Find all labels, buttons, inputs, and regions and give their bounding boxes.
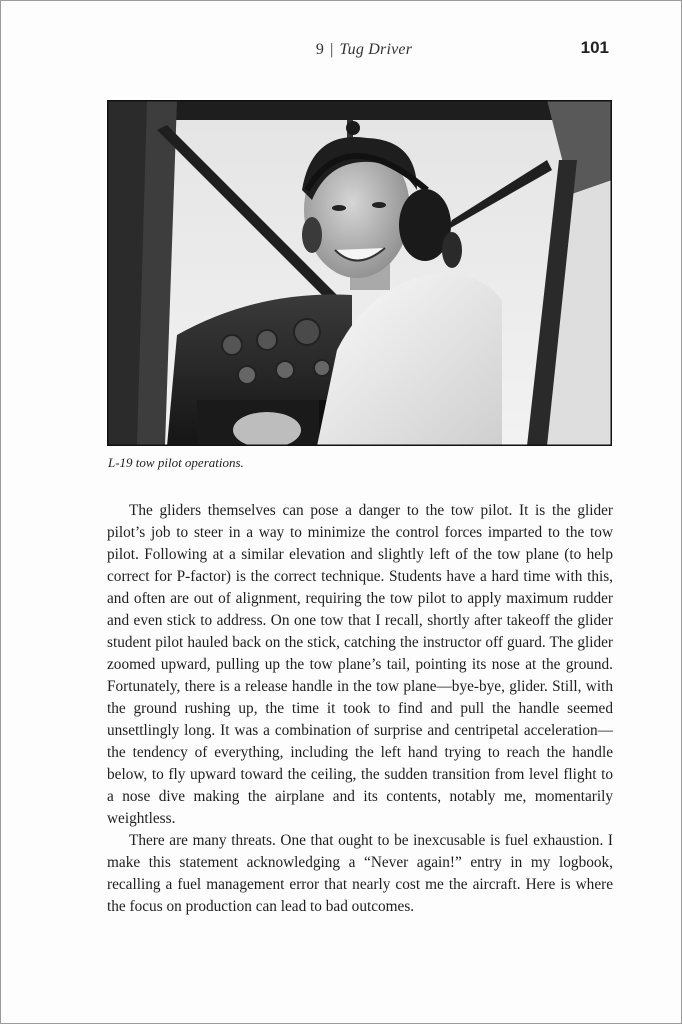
photo-of-pilot-in-cockpit-icon	[107, 100, 612, 446]
cockpit-photo	[107, 100, 612, 446]
page-number: 101	[580, 38, 609, 57]
running-head	[1, 38, 681, 65]
paragraph: The gliders themselves can pose a danger to the tow pilot. It is the glider pilot’s job to steer in a way to minimize the control forces imparted to the tow pilot. Following at a similar elevation and slightly left of the tow plane (to help correct for P-factor) is the correct technique. Students have a hard time with this, and often are out of alignment, requiring the tow pilot to apply maximum rudder and even stick to address. On one tow that I recall, shortly after takeoff the glider student pilot hauled back on the stick, catching the instructor off guard. The glider zoomed upward, pulling up the tow plane’s tail, pointing its nose at the ground. Fortunately, there is a release handle in the tow plane—bye-bye, glider. Still, with the ground rushing up, the time it took to find and pull the handle seemed unsettlingly long. It was a combination of surprise and centripetal acceleration—the tendency of everything, including the left hand trying to reach the handle below, to fly upward toward the ceiling, the sudden transition from level flight to a nose dive making the airplane and its contents, notably me, momentarily weightless.	[107, 502, 613, 827]
body-text	[107, 500, 613, 918]
chapter-number: 9	[315, 41, 325, 58]
paragraph: There are many threats. One that ought to be inexcusable is fuel exhaustion. I make this statement acknowledging a “Never again!” entry in my logbook, recalling a fuel management error that nearly cost me the aircraft. Here is where the focus on production can lead to bad outcomes.	[107, 832, 613, 915]
figure-caption: L-19 tow pilot operations.	[108, 455, 244, 470]
chapter-title: Tug Driver	[339, 41, 413, 58]
separator: |	[330, 41, 334, 58]
